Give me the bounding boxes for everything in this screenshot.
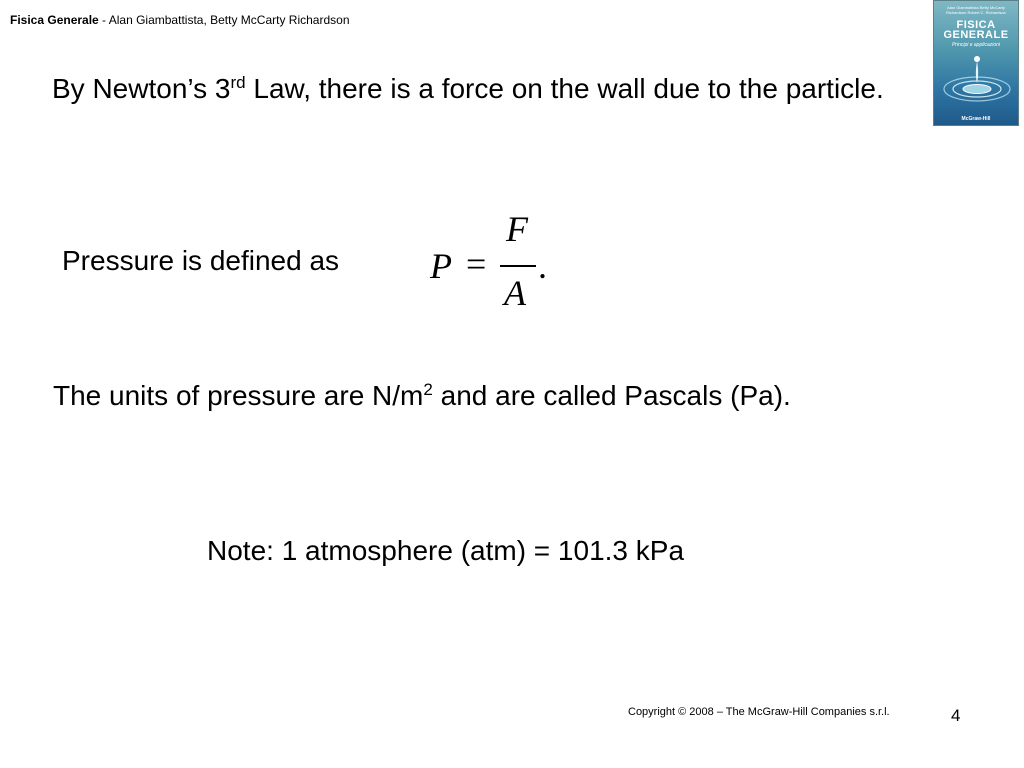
line1-text-a: By Newton’s 3 bbox=[52, 73, 231, 104]
fraction-bar bbox=[500, 265, 536, 267]
units-text-b: and are called Pascals (Pa). bbox=[432, 380, 791, 411]
header-separator: - bbox=[98, 13, 109, 27]
cover-publisher: McGraw-Hill bbox=[961, 116, 991, 122]
newton-third-law-text bbox=[52, 70, 912, 108]
slide-header bbox=[10, 13, 350, 27]
formula-pressure-symbol: P bbox=[430, 246, 452, 286]
formula-period: . bbox=[538, 246, 547, 286]
pressure-units-text bbox=[53, 378, 791, 414]
pressure-definition-label: Pressure is defined as bbox=[62, 245, 340, 276]
book-title: Fisica Generale bbox=[10, 13, 99, 27]
water-ripple-icon bbox=[942, 53, 1012, 109]
cover-subtitle: Principi e applicazioni bbox=[951, 42, 1001, 48]
ordinal-superscript: rd bbox=[230, 73, 246, 92]
formula-numerator: F bbox=[506, 209, 528, 249]
atmosphere-note: Note: 1 atmosphere (atm) = 101.3 kPa bbox=[207, 535, 685, 566]
book-authors: Alan Giambattista, Betty McCarty Richardson bbox=[108, 13, 350, 27]
slide-number: 4 bbox=[951, 706, 961, 725]
book-cover-image bbox=[933, 0, 1019, 126]
line1-text-b: Law, there is a force on the wall due to the particle. bbox=[245, 73, 884, 104]
cover-authors: Alan Giambattista Betty McCarty Richardson Robert C. Richardson bbox=[946, 5, 1006, 15]
pressure-formula bbox=[428, 209, 568, 322]
units-text-a: The units of pressure are N/m bbox=[53, 380, 424, 411]
formula-equals-sign: = bbox=[466, 244, 487, 284]
cover-title bbox=[936, 20, 1016, 40]
squared-superscript: 2 bbox=[423, 380, 433, 399]
formula-denominator: A bbox=[504, 273, 526, 313]
cover-title-line2: GENERALE bbox=[943, 29, 1009, 41]
copyright-notice: Copyright © 2008 – The McGraw-Hill Companies s.r.l. bbox=[628, 706, 890, 718]
cover-title-line1: FISICA bbox=[956, 19, 996, 31]
